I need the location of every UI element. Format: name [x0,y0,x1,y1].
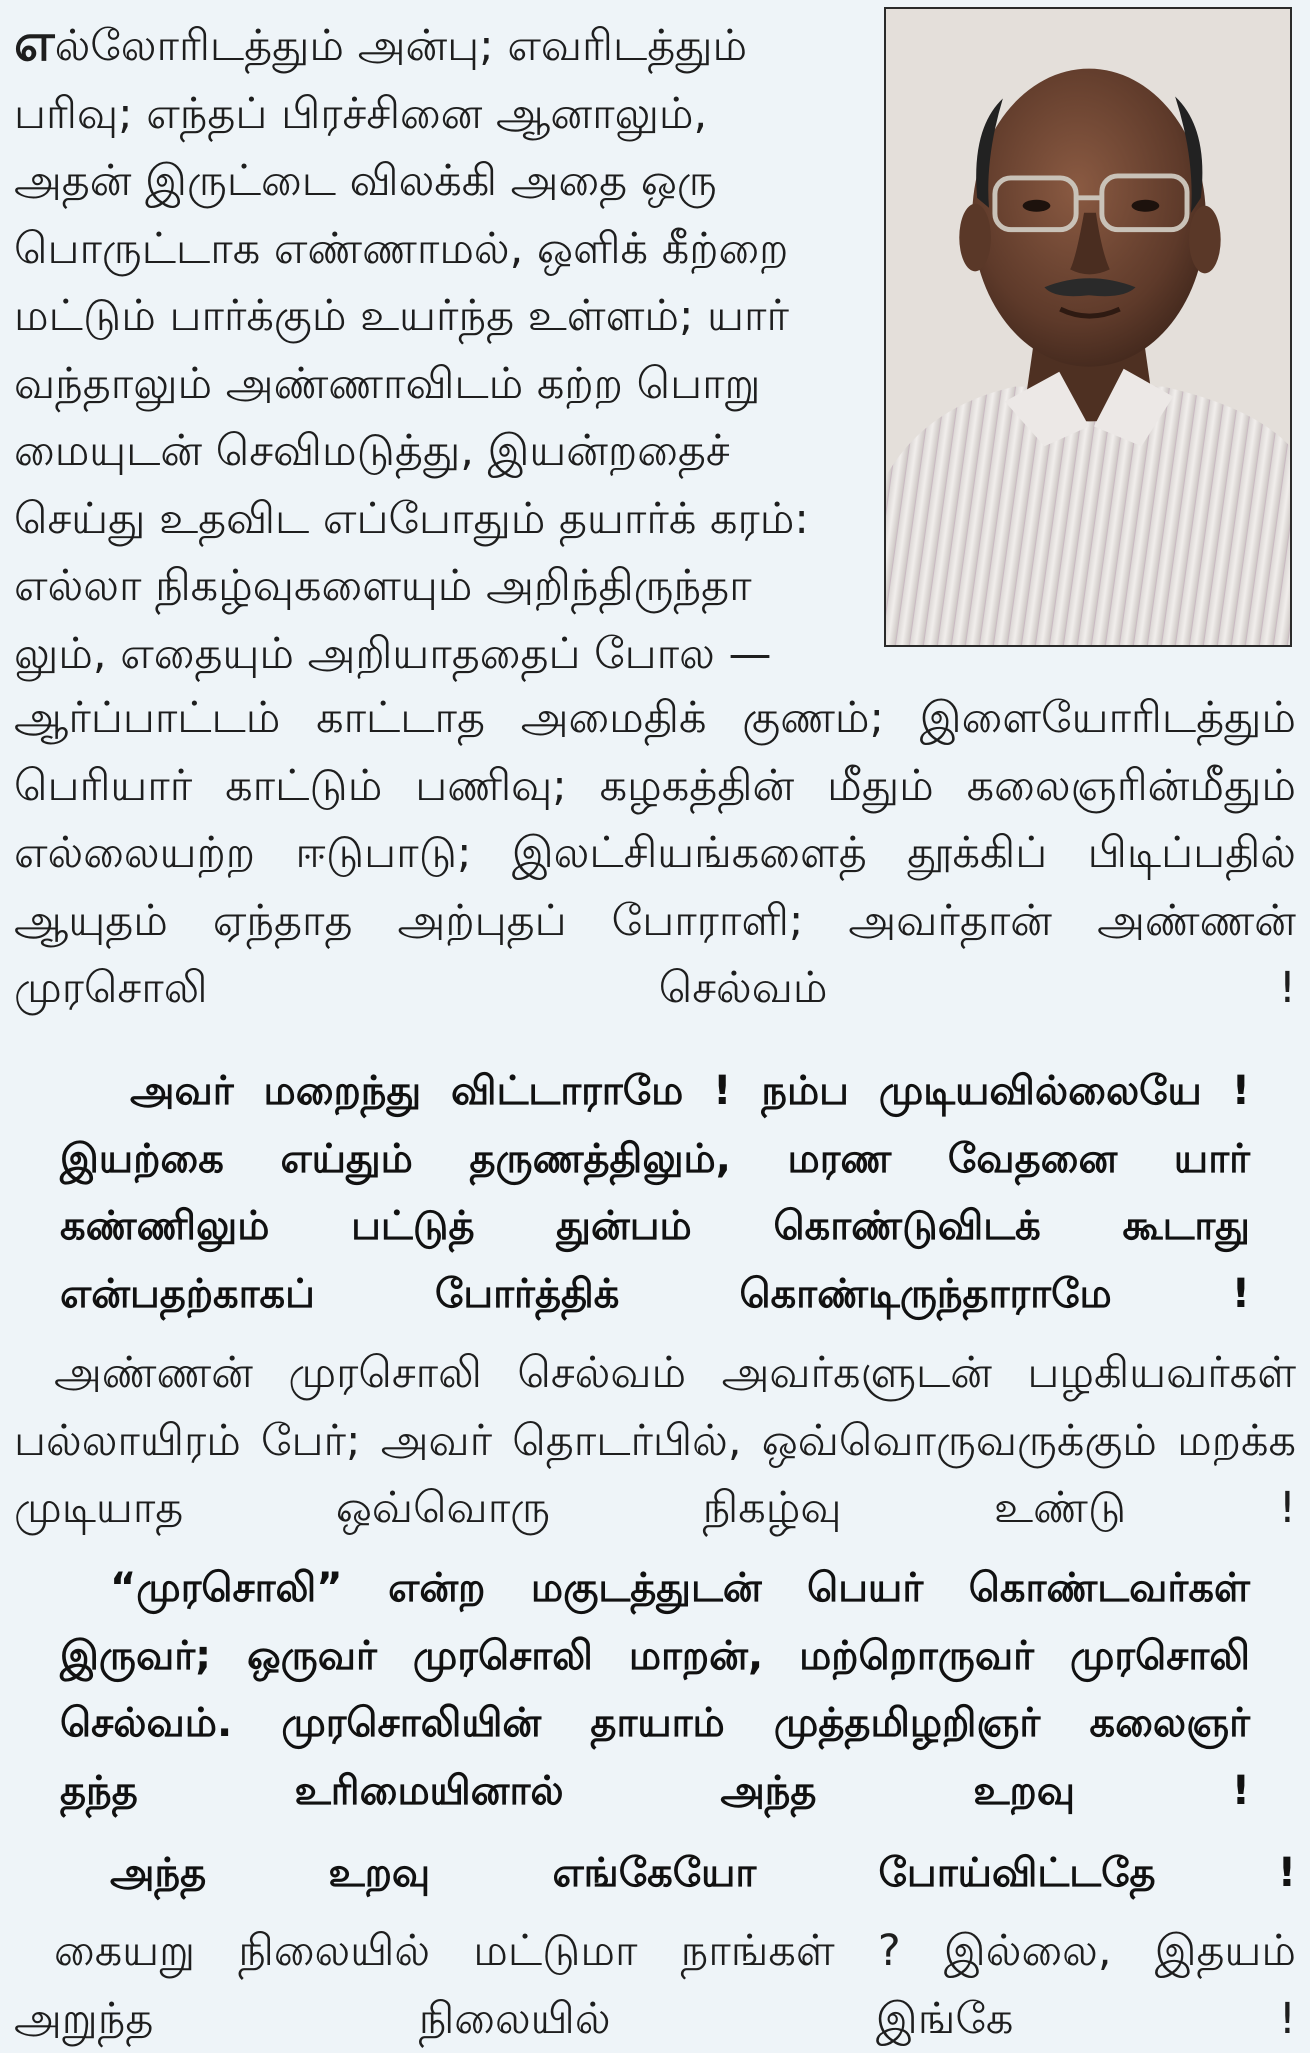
text-line: என்பதற்காகப் போர்த்திக் கொண்டிருந்தாராமே ! [60,1261,1250,1329]
text-line: அந்த உறவு எங்கேயோ போய்விட்டதே ! [110,1840,1296,1908]
text-line: வந்தாலும் அண்ணாவிடம் கற்ற பொறு [14,351,864,419]
paragraph-1-wide [14,685,1296,1023]
text-line: எல்லையற்ற ஈடுபாடு; இலட்சியங்களைத் தூக்கிப் பிடிப்பதில் [14,820,1296,888]
text-line: லும், எதையும் அறியாததைப் போல — [14,621,864,689]
text-line: இருவர்; ஒருவர் முரசொலி மாறன், மற்றொருவர் முரசொலி [60,1623,1250,1691]
paragraph-5 [110,1840,1296,1908]
text-line: மட்டும் பார்க்கும் உயர்ந்த உள்ளம்; யார் [14,283,864,351]
text-line: அவர் மறைந்து விட்டாராமே ! நம்ப முடியவில்லையே ! [60,1058,1250,1126]
text-line: பரிவு; எந்தப் பிரச்சினை ஆனாலும், [14,81,864,149]
text-line: செய்து உதவிட எப்போதும் தயார்க் கரம்: [14,486,864,554]
text-line: அண்ணன் முரசொலி செல்வம் அவர்களுடன் பழகியவர்கள் [14,1340,1296,1408]
text-line: ல்லோரிடத்தும் அன்பு; எவரிடத்தும் [55,13,748,81]
portrait-illustration [886,9,1290,645]
text-line: கண்ணிலும் பட்டுத் துன்பம் கொண்டுவிடக் கூடாது [60,1193,1250,1261]
text-line: கையறு நிலையில் மட்டுமா நாங்கள் ? இல்லை, இதயம் [14,1918,1296,1986]
paragraph-1-narrow [14,10,864,688]
text-line: பொருட்டாக எண்ணாமல், ஒளிக் கீற்றை [14,216,864,284]
paragraph-6 [14,1918,1296,2053]
text-line: பல்லாயிரம் பேர்; அவர் தொடர்பில், ஒவ்வொருவருக்கும் மறக்க [14,1408,1296,1476]
drop-cap: எ [14,10,55,78]
text-line: அதன் இருட்டை விலக்கி அதை ஒரு [14,148,864,216]
text-line: ஆயுதம் ஏந்தாத அற்புதப் போராளி; அவர்தான் அண்ணன் [14,888,1296,956]
paragraph-1-line-1 [14,10,864,81]
paragraph-4 [60,1555,1250,1825]
text-line: முடியாத ஒவ்வொரு நிகழ்வு உண்டு ! [14,1475,1296,1543]
text-line: தந்த உரிமையினால் அந்த உறவு ! [60,1758,1250,1826]
text-line: இயற்கை எய்தும் தருணத்திலும், மரண வேதனை யார் [60,1126,1250,1194]
text-line: “முரசொலி” என்ற மகுடத்துடன் பெயர் கொண்டவர்கள் [60,1555,1250,1623]
text-line: ஆர்ப்பாட்டம் காட்டாத அமைதிக் குணம்; இளையோரிடத்தும் [14,685,1296,753]
paragraph-2 [60,1058,1250,1328]
text-line: முரசொலி செல்வம் ! [14,955,1296,1023]
paragraph-3 [14,1340,1296,1543]
portrait-photo [884,7,1292,647]
text-line: மையுடன் செவிமடுத்து, இயன்றதைச் [14,418,864,486]
text-line: எல்லா நிகழ்வுகளையும் அறிந்திருந்தா [14,553,864,621]
text-line: அறுந்த நிலையில் இங்கே ! [14,1986,1296,2053]
text-line: செல்வம். முரசொலியின் தாயாம் முத்தமிழறிஞர் கலைஞர் [60,1690,1250,1758]
text-line: பெரியார் காட்டும் பணிவு; கழகத்தின் மீதும் கலைஞரின்மீதும் [14,753,1296,821]
